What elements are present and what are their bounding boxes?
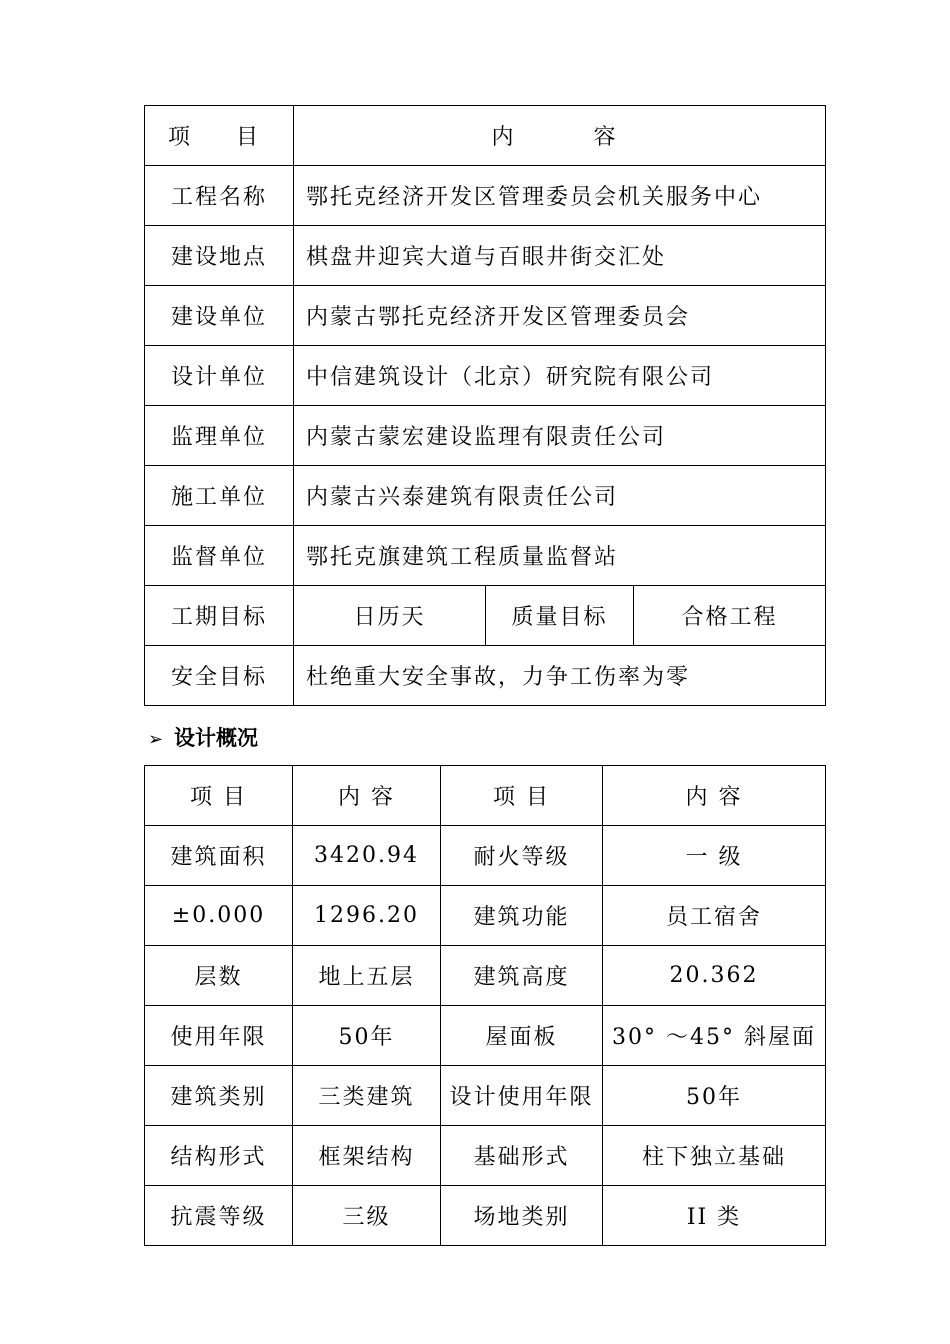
table-cell: 项 目 bbox=[145, 766, 293, 826]
table-cell: 建筑面积 bbox=[145, 826, 293, 886]
table-cell: 50年 bbox=[603, 1066, 826, 1126]
schedule-value: 日历天 bbox=[294, 586, 486, 646]
design-overview-table bbox=[144, 765, 826, 1246]
table-cell: 屋面板 bbox=[441, 1006, 603, 1066]
table-cell: ±0.000 bbox=[145, 886, 293, 946]
quality-value: 合格工程 bbox=[634, 586, 826, 646]
table-cell: 地上五层 bbox=[293, 946, 441, 1006]
table-cell: 使用年限 bbox=[145, 1006, 293, 1066]
table-cell: 层数 bbox=[145, 946, 293, 1006]
row-label: 建设地点 bbox=[145, 226, 294, 286]
table-cell: 50年 bbox=[293, 1006, 441, 1066]
table-row bbox=[145, 1066, 826, 1126]
table-cell: 三级 bbox=[293, 1186, 441, 1246]
row-value: 内蒙古兴泰建筑有限责任公司 bbox=[294, 466, 826, 526]
table-cell: 建筑功能 bbox=[441, 886, 603, 946]
table-cell: 一 级 bbox=[603, 826, 826, 886]
row-label: 建设单位 bbox=[145, 286, 294, 346]
row-value: 棋盘井迎宾大道与百眼井街交汇处 bbox=[294, 226, 826, 286]
table-cell: 20.362 bbox=[603, 946, 826, 1006]
table-row bbox=[145, 1186, 826, 1246]
header-item: 项 目 bbox=[145, 106, 294, 166]
table-cell: 场地类别 bbox=[441, 1186, 603, 1246]
row-value: 内蒙古蒙宏建设监理有限责任公司 bbox=[294, 406, 826, 466]
table-cell: 3420.94 bbox=[293, 826, 441, 886]
schedule-row bbox=[145, 586, 826, 646]
table-cell: 基础形式 bbox=[441, 1126, 603, 1186]
quality-label: 质量目标 bbox=[486, 586, 634, 646]
row-value: 中信建筑设计（北京）研究院有限公司 bbox=[294, 346, 826, 406]
table-cell: 框架结构 bbox=[293, 1126, 441, 1186]
table-cell: 项 目 bbox=[441, 766, 603, 826]
table-row bbox=[145, 286, 826, 346]
table-row bbox=[145, 946, 826, 1006]
row-label: 工程名称 bbox=[145, 166, 294, 226]
safety-value: 杜绝重大安全事故，力争工伤率为零 bbox=[294, 646, 826, 706]
table-row bbox=[145, 406, 826, 466]
table-row bbox=[145, 1126, 826, 1186]
table-header-row bbox=[145, 766, 826, 826]
table-cell: 设计使用年限 bbox=[441, 1066, 603, 1126]
table-cell: 结构形式 bbox=[145, 1126, 293, 1186]
table-cell: 1296.20 bbox=[293, 886, 441, 946]
row-label: 监督单位 bbox=[145, 526, 294, 586]
safety-label: 安全目标 bbox=[145, 646, 294, 706]
table-cell: 30° ～45° 斜屋面 bbox=[603, 1006, 826, 1066]
section-heading bbox=[148, 722, 258, 754]
table-cell: II 类 bbox=[603, 1186, 826, 1246]
table-cell: 耐火等级 bbox=[441, 826, 603, 886]
table-cell: 员工宿舍 bbox=[603, 886, 826, 946]
table-row bbox=[145, 226, 826, 286]
row-label: 监理单位 bbox=[145, 406, 294, 466]
project-info-table bbox=[144, 105, 826, 706]
section-heading-text: 设计概况 bbox=[174, 726, 258, 750]
row-value: 内蒙古鄂托克经济开发区管理委员会 bbox=[294, 286, 826, 346]
table-header-row bbox=[145, 106, 826, 166]
arrow-bullet-icon: ➢ bbox=[148, 729, 164, 750]
safety-row bbox=[145, 646, 826, 706]
row-label: 施工单位 bbox=[145, 466, 294, 526]
table-cell: 三类建筑 bbox=[293, 1066, 441, 1126]
table-row bbox=[145, 466, 826, 526]
row-label: 设计单位 bbox=[145, 346, 294, 406]
row-value: 鄂托克经济开发区管理委员会机关服务中心 bbox=[294, 166, 826, 226]
table-row bbox=[145, 1006, 826, 1066]
schedule-label: 工期目标 bbox=[145, 586, 294, 646]
table-cell: 建筑类别 bbox=[145, 1066, 293, 1126]
table-cell: 建筑高度 bbox=[441, 946, 603, 1006]
row-value: 鄂托克旗建筑工程质量监督站 bbox=[294, 526, 826, 586]
table-cell: 内 容 bbox=[603, 766, 826, 826]
table-row bbox=[145, 166, 826, 226]
table-row bbox=[145, 886, 826, 946]
header-content: 内 容 bbox=[294, 106, 826, 166]
table-cell: 内 容 bbox=[293, 766, 441, 826]
table-row bbox=[145, 526, 826, 586]
table-cell: 柱下独立基础 bbox=[603, 1126, 826, 1186]
table-cell: 抗震等级 bbox=[145, 1186, 293, 1246]
table-row bbox=[145, 826, 826, 886]
table-row bbox=[145, 346, 826, 406]
